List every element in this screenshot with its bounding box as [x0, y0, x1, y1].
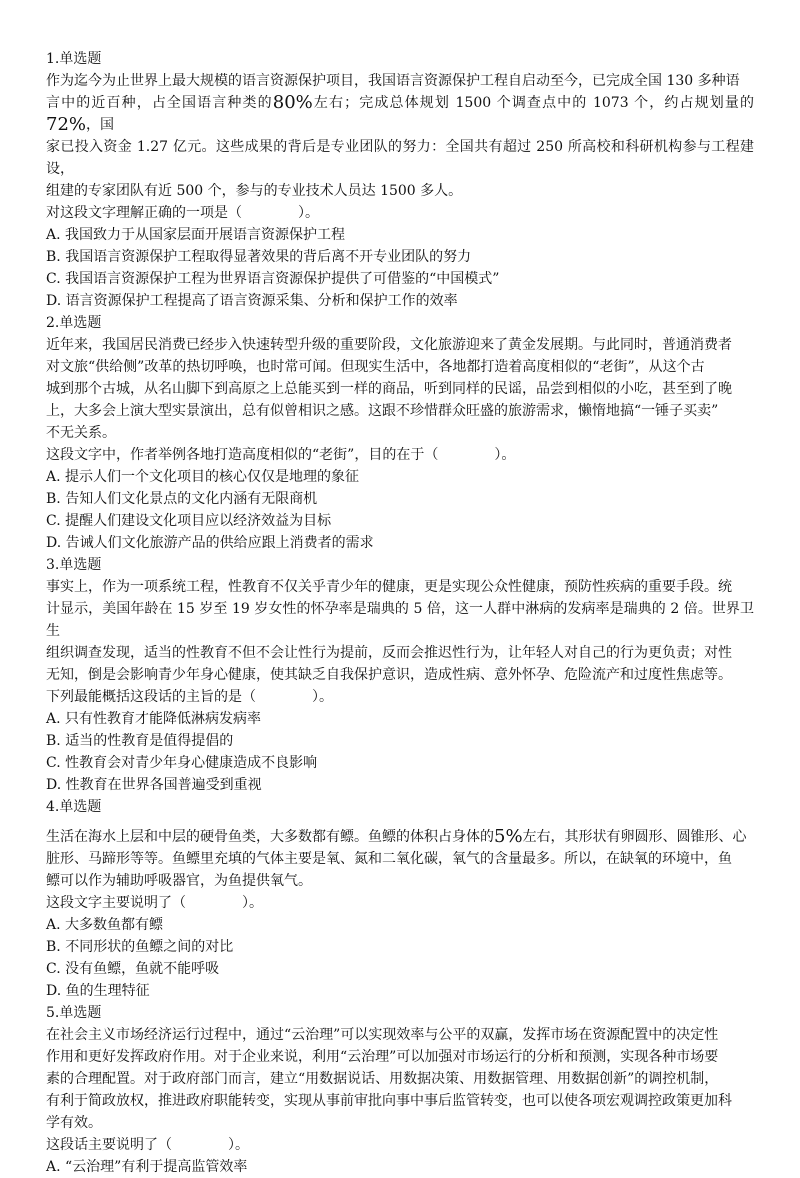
option-a[interactable]: A. “云治理”有利于提高监管效率 [46, 1159, 248, 1175]
passage-line: 家已投入资金 1.27 亿元。这些成果的背后是专业团队的努力：全国共有超过 250 所高校和科研机构参与工程建设， [46, 139, 754, 177]
passage-line: 脏形、马蹄形等等。鱼鳔里充填的气体主要是氧、氮和二氧化碳，氧气的含量最多。所以，在缺氧的环境中，鱼 [46, 851, 732, 867]
option-b[interactable]: B. 适当的性教育是值得提倡的 [46, 733, 234, 749]
question-5 [46, 1002, 754, 1178]
passage-line: 计显示，美国年龄在 15 岁至 19 岁女性的怀孕率是瑞典的 5 倍，这一人群中淋病的发病率是瑞典的 2 倍。世界卫生 [46, 601, 754, 639]
passage-line: 有利于简政放权，推进政府职能转变，实现从事前审批向事中事后监管转变，也可以使各项宏观调控政策更加科 [46, 1093, 732, 1109]
question-passage [46, 334, 754, 444]
percentage: 72% [46, 114, 87, 135]
passage-line: 在社会主义市场经济运行过程中，通过“云治理”可以实现效率与公平的双赢，发挥市场在资源配置中的决定性 [46, 1027, 719, 1043]
option-d[interactable]: D. 告诫人们文化旅游产品的供给应跟上消费者的需求 [46, 535, 374, 551]
question-title: 5.单选题 [46, 1005, 102, 1021]
question-stem: 对这段文字理解正确的一项是（ ）。 [46, 205, 319, 221]
option-d[interactable]: D. 鱼的生理特征 [46, 983, 150, 999]
passage-line: 不无关系。 [46, 425, 116, 441]
question-passage [46, 826, 754, 892]
passage-line [46, 92, 754, 136]
question-title: 2.单选题 [46, 315, 102, 331]
passage-text: ，国 [86, 117, 115, 133]
passage-text: 言中的近百种，占全国语言种类的 [46, 95, 273, 111]
option-b[interactable]: B. 我国语言资源保护工程取得显著效果的背后离不开专业团队的努力 [46, 249, 472, 265]
passage-line [46, 826, 754, 848]
passage-text: 左右，其形状有卵圆形、圆锥形、心 [522, 829, 747, 845]
passage-line: 组建的专家团队有近 500 个，参与的专业技术人员达 1500 多人。 [46, 183, 463, 199]
option-a[interactable]: A. 提示人们一个文化项目的核心仅仅是地理的象征 [46, 469, 360, 485]
passage-line: 作为迄今为止世界上最大规模的语言资源保护项目，我国语言资源保护工程自启动至今，已完成全国 130 多种语 [46, 73, 740, 89]
option-c[interactable]: C. 没有鱼鳔，鱼就不能呼吸 [46, 961, 220, 977]
percentage: 80% [272, 92, 313, 113]
option-b[interactable]: B. 告知人们文化景点的文化内涵有无限商机 [46, 491, 318, 507]
option-a[interactable]: A. 大多数鱼都有鳔 [46, 917, 164, 933]
question-4 [46, 796, 754, 1002]
spacer [46, 818, 754, 826]
passage-text: 左右；完成总体规划 1500 个调查点中的 1073 个，约占规划量的 [312, 95, 755, 111]
question-passage [46, 576, 754, 686]
question-stem: 这段文字主要说明了（ ）。 [46, 895, 263, 911]
passage-line: 城到那个古城，从名山脚下到高原之上总能买到一样的商品，听到同样的民谣，品尝到相似的小吃，甚至到了晚 [46, 381, 732, 397]
passage-text: 生活在海水上层和中层的硬骨鱼类，大多数都有鳔。鱼鳔的体积占身体的 [46, 829, 494, 845]
option-d[interactable]: D. 语言资源保护工程提高了语言资源采集、分析和保护工作的效率 [46, 293, 458, 309]
option-c[interactable]: C. 提醒人们建设文化项目应以经济效益为目标 [46, 513, 332, 529]
question-title: 1.单选题 [46, 51, 102, 67]
question-3 [46, 554, 754, 796]
passage-line: 学有效。 [46, 1115, 102, 1131]
passage-line: 上，大多会上演大型实景演出，总有似曾相识之感。这跟不珍惜群众旺盛的旅游需求，懒惰地搞“一锤子买卖” [46, 403, 719, 419]
question-stem: 这段话主要说明了（ ）。 [46, 1137, 249, 1153]
passage-line: 鳔可以作为辅助呼吸器官，为鱼提供氧气。 [46, 873, 312, 889]
option-a[interactable]: A. 只有性教育才能降低淋病发病率 [46, 711, 262, 727]
option-d[interactable]: D. 性教育在世界各国普遍受到重视 [46, 777, 262, 793]
passage-line: 对文旅“供给侧”改革的热切呼唤，也时常可闻。但现实生活中，各地都打造着高度相似的“老街”，从这个古 [46, 359, 705, 375]
option-a[interactable]: A. 我国致力于从国家层面开展语言资源保护工程 [46, 227, 346, 243]
option-c[interactable]: C. 性教育会对青少年身心健康造成不良影响 [46, 755, 318, 771]
passage-line: 组织调查发现，适当的性教育不但不会让性行为提前，反而会推迟性行为，让年轻人对自己的行为更负责；对性 [46, 645, 732, 661]
question-stem: 这段文字中，作者举例各地打造高度相似的“老街”，目的在于（ ）。 [46, 447, 516, 463]
passage-line: 无知，倒是会影响青少年身心健康，使其缺乏自我保护意识，造成性病、意外怀孕、危险流产和过度性焦虑等。 [46, 667, 732, 683]
question-passage [46, 70, 754, 202]
question-passage [46, 1024, 754, 1134]
question-2 [46, 312, 754, 554]
option-b[interactable]: B. 不同形状的鱼鳔之间的对比 [46, 939, 234, 955]
percentage: 5% [494, 826, 523, 847]
passage-line: 作用和更好发挥政府作用。对于企业来说，利用“云治理”可以加强对市场运行的分析和预测，实现各种市场要 [46, 1049, 719, 1065]
question-stem: 下列最能概括这段话的主旨的是（ ）。 [46, 689, 333, 705]
question-1 [46, 48, 754, 312]
option-c[interactable]: C. 我国语言资源保护工程为世界语言资源保护提供了可借鉴的“中国模式” [46, 271, 500, 287]
passage-line: 事实上，作为一项系统工程，性教育不仅关乎青少年的健康，更是实现公众性健康，预防性疾病的重要手段。统 [46, 579, 732, 595]
question-title: 3.单选题 [46, 557, 102, 573]
passage-line: 素的合理配置。对于政府部门而言，建立“用数据说话、用数据决策、用数据管理、用数据创新”的调控机制， [46, 1071, 719, 1087]
passage-line: 近年来，我国居民消费已经步入快速转型升级的重要阶段，文化旅游迎来了黄金发展期。与此同时，普通消费者 [46, 337, 732, 353]
question-title: 4.单选题 [46, 799, 102, 815]
